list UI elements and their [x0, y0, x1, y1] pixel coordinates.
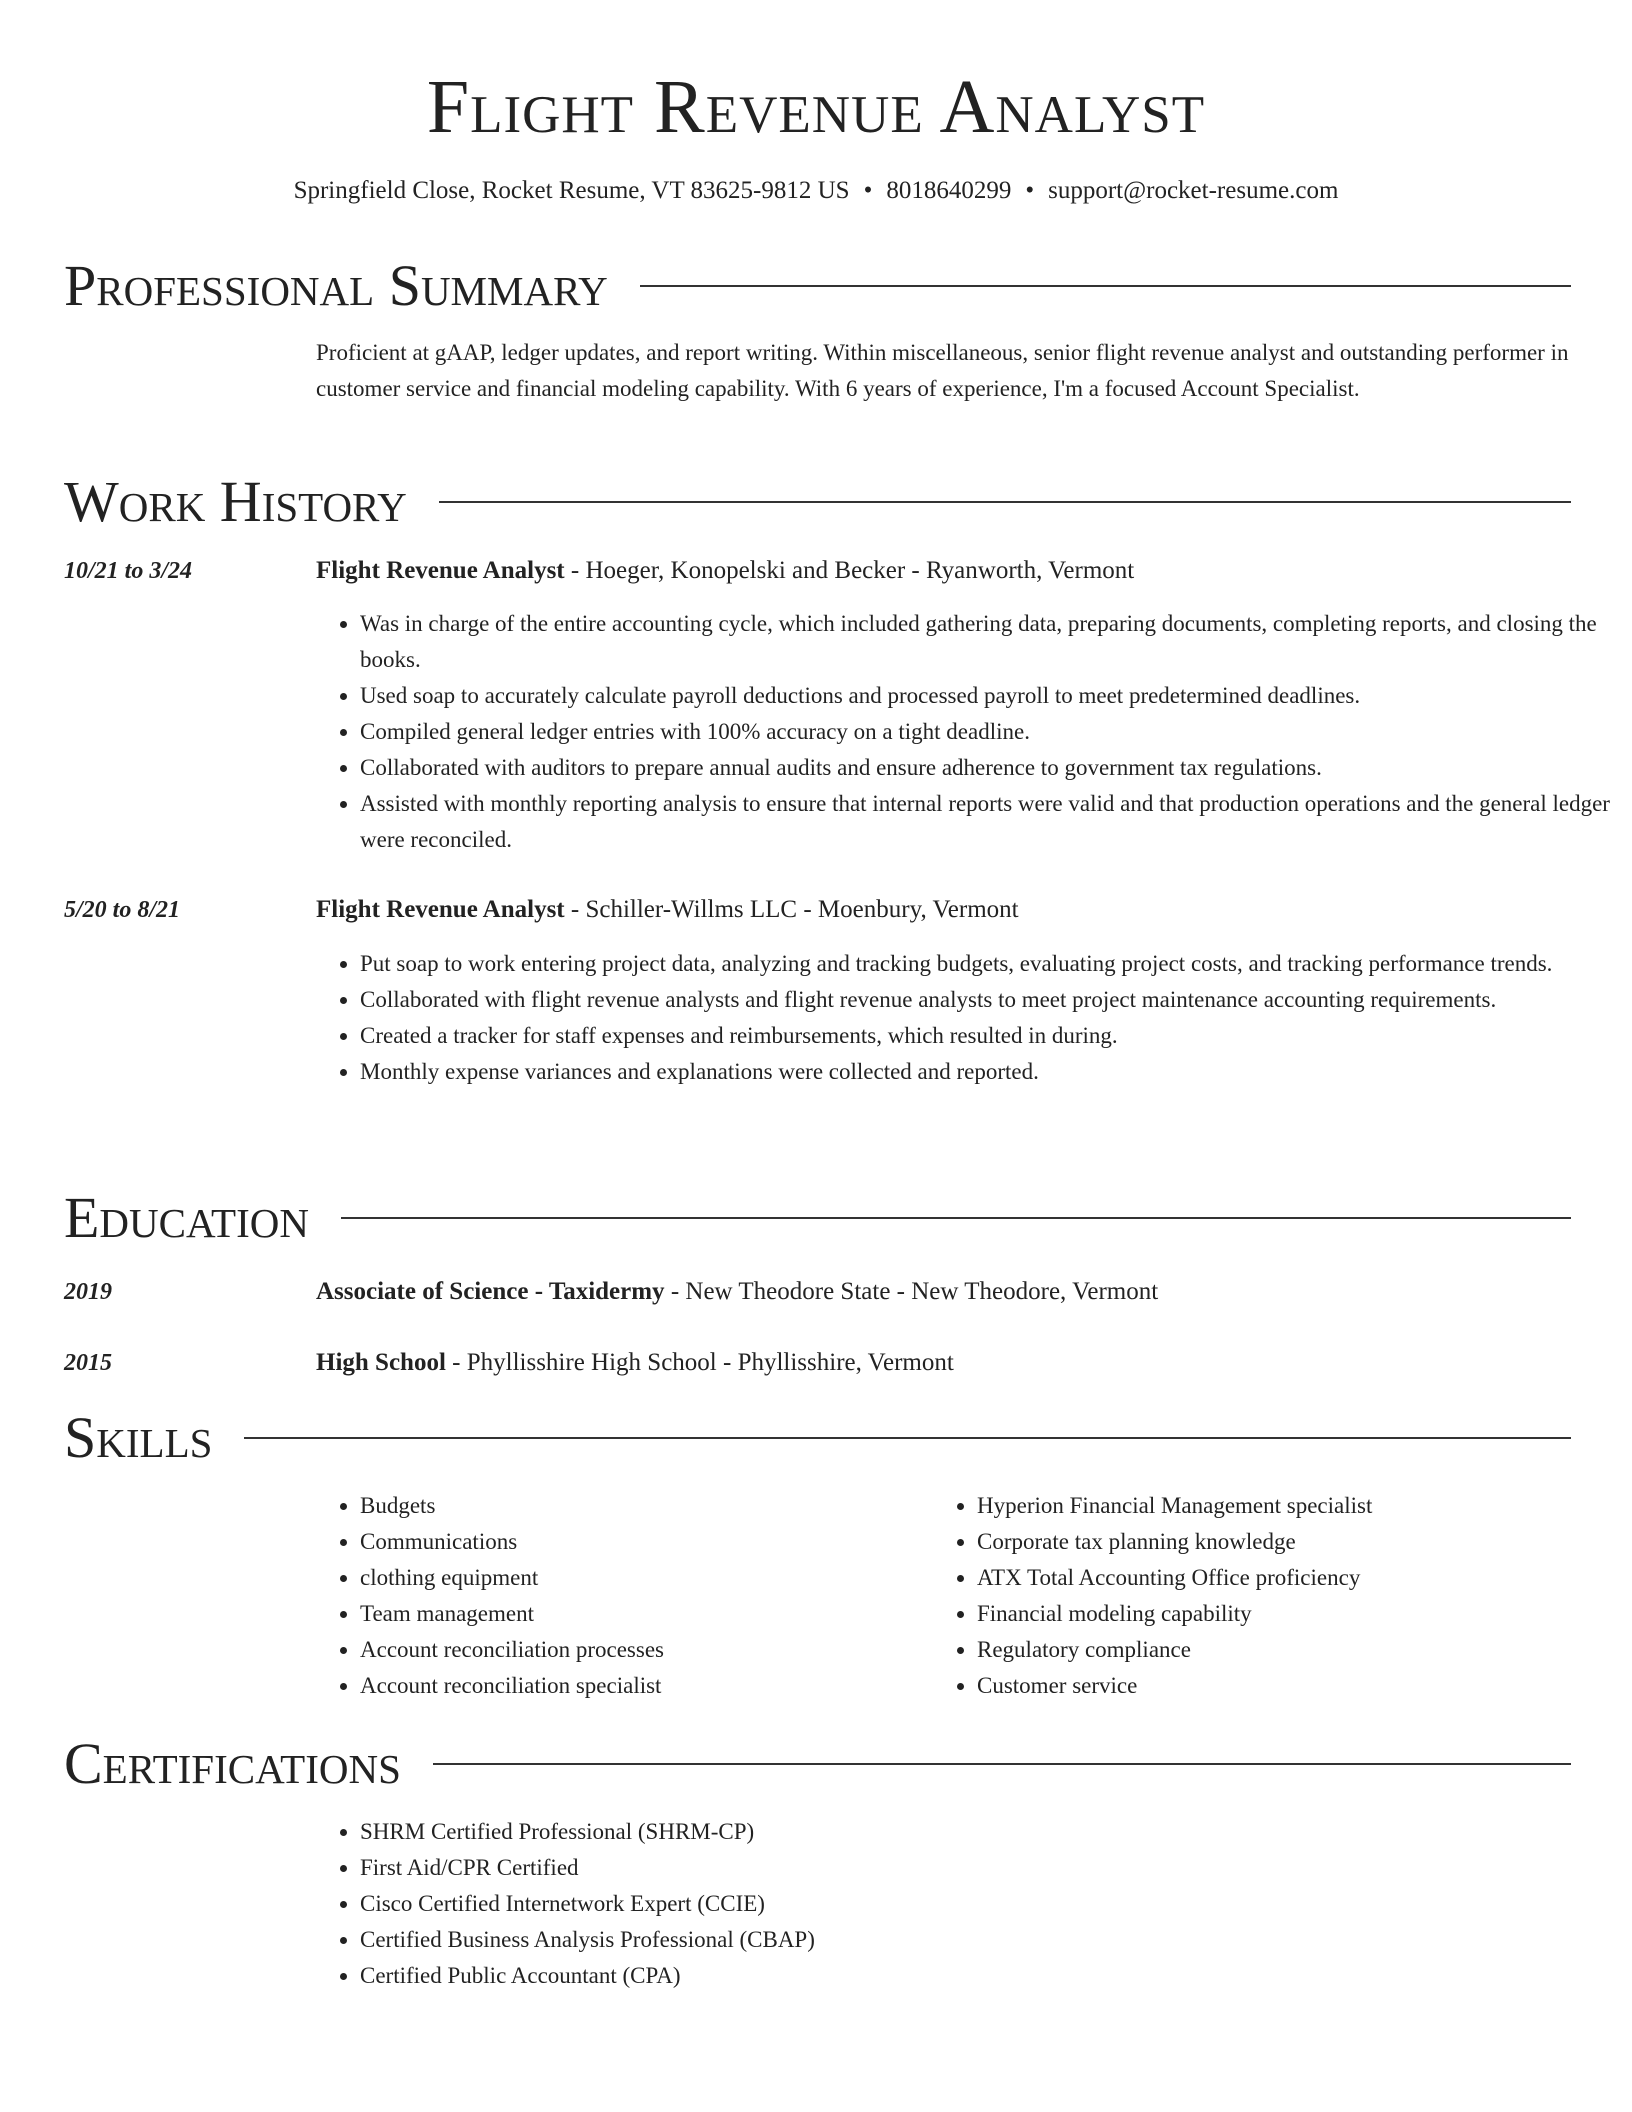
section-skills-title: Skills [64, 1405, 213, 1470]
certifications-list [316, 1814, 1615, 1994]
job-dates: 5/20 to 8/21 [64, 897, 181, 923]
certification-item: • Cisco Certified Internetwork Expert (CCIE) [360, 1886, 1615, 1922]
job-bullet: • Assisted with monthly reporting analysis to ensure that internal reports were valid and that production operations and the general ledger were reconciled. [360, 786, 1615, 858]
skill-item: • Communications [360, 1524, 930, 1560]
job-title: Flight Revenue Analyst [316, 557, 565, 584]
summary-text: Proficient at gAAP, ledger updates, and report writing. Within miscellaneous, senior flight revenue analyst and outstanding performer in customer service and financial modeling capability. With 6 years of experience, I'm a focused Account Specialist. [316, 340, 1569, 401]
skill-item: • ATX Total Accounting Office proficiency [977, 1560, 1615, 1596]
skills-list-right [933, 1488, 1615, 1704]
education-degree: Associate of Science - Taxidermy [316, 1278, 665, 1305]
section-summary-header [64, 251, 1571, 321]
certification-item: • Certified Business Analysis Professional (CBAP) [360, 1922, 1615, 1958]
skill-item: • clothing equipment [360, 1560, 930, 1596]
job-bullet: • Monthly expense variances and explanations were collected and reported. [360, 1054, 1615, 1090]
skill-item: • Financial modeling capability [977, 1596, 1615, 1632]
education-year: 2019 [64, 1279, 112, 1305]
section-certifications-header [64, 1729, 1571, 1799]
job-bullet: • Created a tracker for staff expenses and reimbursements, which resulted in during. [360, 1018, 1615, 1054]
job-title-line [316, 553, 1571, 589]
job-bullet: • Collaborated with auditors to prepare annual audits and ensure adherence to government tax regulations. [360, 750, 1615, 786]
job-bullet: • Collaborated with flight revenue analysts and flight revenue analysts to meet project maintenance accounting requirements. [360, 982, 1615, 1018]
job-title-line [316, 892, 1571, 928]
section-divider [433, 1763, 1571, 1765]
job-bullets [316, 606, 1615, 858]
section-education-header [64, 1183, 1571, 1253]
resume-name: Flight Revenue Analyst [426, 65, 1206, 149]
section-divider [640, 285, 1571, 287]
section-divider [341, 1217, 1571, 1219]
certification-item: • SHRM Certified Professional (SHRM-CP) [360, 1814, 1615, 1850]
education-degree: High School [316, 1349, 446, 1376]
job-employer: - Schiller-Willms LLC - Moenbury, Vermont [564, 896, 1019, 923]
job-employer: - Hoeger, Konopelski and Becker - Ryanworth, Vermont [564, 557, 1135, 584]
section-summary-title: Professional Summary [64, 253, 608, 318]
section-work-header [64, 467, 1571, 537]
contact-phone: 8018640299 [886, 177, 1012, 204]
contact-separator: • [863, 177, 873, 204]
section-divider [244, 1437, 1571, 1439]
skill-item: • Hyperion Financial Management specialist [977, 1488, 1615, 1524]
job-dates: 10/21 to 3/24 [64, 558, 193, 584]
skill-item: • Account reconciliation specialist [360, 1668, 930, 1704]
job-bullet: • Used soap to accurately calculate payroll deductions and processed payroll to meet predetermined deadlines. [360, 678, 1615, 714]
section-skills-header [64, 1403, 1571, 1473]
certification-item: • First Aid/CPR Certified [360, 1850, 1615, 1886]
education-school: - New Theodore State - New Theodore, Vermont [664, 1278, 1159, 1305]
skill-item: • Customer service [977, 1668, 1615, 1704]
skill-item: • Budgets [360, 1488, 930, 1524]
education-year: 2015 [64, 1350, 112, 1376]
job-title: Flight Revenue Analyst [316, 896, 565, 923]
education-line [316, 1274, 1571, 1310]
job-bullet: • Was in charge of the entire accounting cycle, which included gathering data, preparing documents, completing reports, and closing the books. [360, 606, 1615, 678]
certification-item: • Certified Public Accountant (CPA) [360, 1958, 1615, 1994]
section-education-title: Education [64, 1185, 309, 1250]
contact-address: Springfield Close, Rocket Resume, VT 83625-9812 US [293, 177, 850, 204]
education-line [316, 1345, 1571, 1381]
job-bullet: • Put soap to work entering project data, analyzing and tracking budgets, evaluating project costs, and tracking performance trends. [360, 946, 1615, 982]
skill-item: • Corporate tax planning knowledge [977, 1524, 1615, 1560]
section-divider [439, 501, 1571, 503]
skill-item: • Regulatory compliance [977, 1632, 1615, 1668]
contact-line [0, 174, 1632, 208]
skills-list-left [316, 1488, 930, 1704]
section-certifications-title: Certifications [64, 1731, 401, 1796]
section-work-title: Work History [64, 469, 407, 534]
skill-item: • Team management [360, 1596, 930, 1632]
education-school: - Phyllisshire High School - Phyllisshire, Vermont [445, 1349, 954, 1376]
contact-separator: • [1025, 177, 1035, 204]
job-bullets [316, 946, 1615, 1090]
skill-item: • Account reconciliation processes [360, 1632, 930, 1668]
contact-email: support@rocket-resume.com [1048, 177, 1339, 204]
job-bullet: • Compiled general ledger entries with 100% accuracy on a tight deadline. [360, 714, 1615, 750]
